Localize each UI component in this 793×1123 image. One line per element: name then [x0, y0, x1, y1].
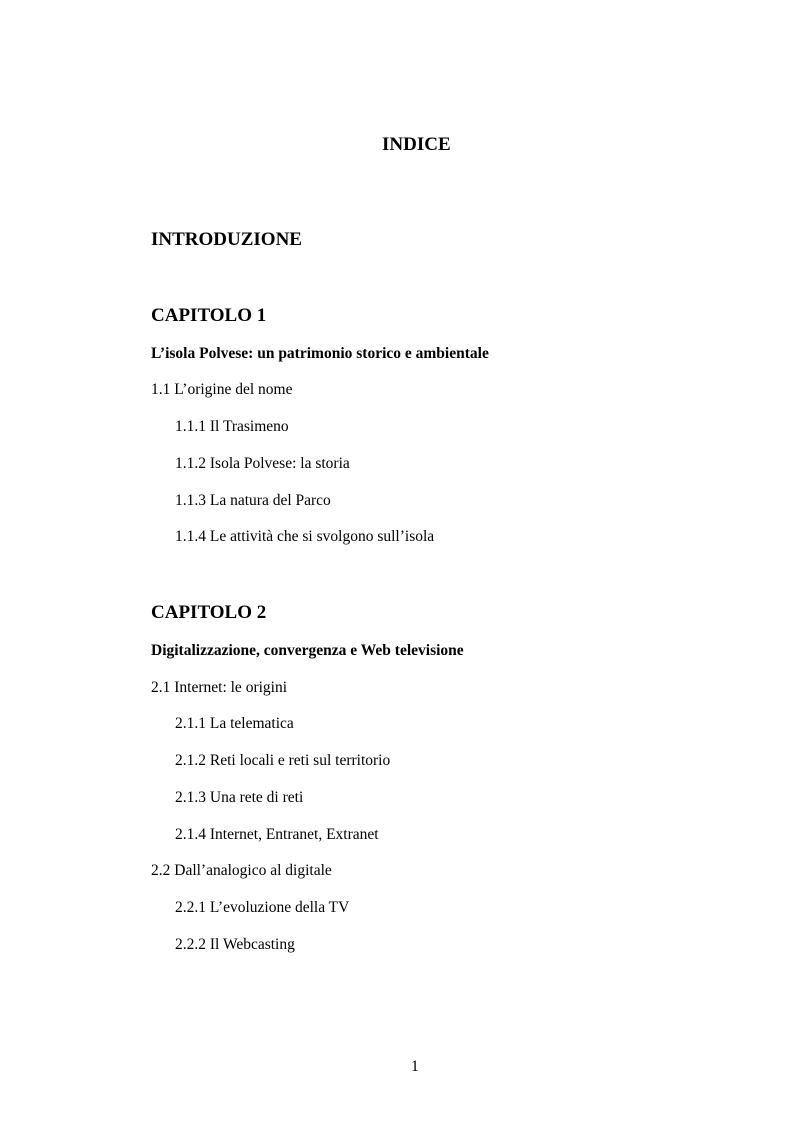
toc-entry-1-1: 1.1 L’origine del nome — [151, 381, 293, 398]
toc-entry-2-2-2: 2.2.2 Il Webcasting — [175, 936, 295, 953]
index-title: INDICE — [382, 134, 451, 155]
chapter-1-heading: CAPITOLO 1 — [151, 305, 267, 326]
toc-entry-2-2: 2.2 Dall’analogico al digitale — [151, 862, 332, 879]
toc-entry-2-1-1: 2.1.1 La telematica — [175, 715, 294, 732]
toc-entry-2-1-4: 2.1.4 Internet, Entranet, Extranet — [175, 826, 379, 843]
chapter-2-subtitle: Digitalizzazione, convergenza e Web televisione — [151, 642, 464, 659]
introduction-heading: INTRODUZIONE — [151, 229, 302, 250]
toc-entry-1-1-4: 1.1.4 Le attività che si svolgono sull’isola — [175, 528, 435, 545]
toc-entry-1-1-1: 1.1.1 Il Trasimeno — [175, 418, 289, 435]
toc-entry-1-1-2: 1.1.2 Isola Polvese: la storia — [175, 455, 350, 472]
page-number: 1 — [411, 1058, 419, 1075]
chapter-1-subtitle: L’isola Polvese: un patrimonio storico e ambientale — [151, 345, 489, 362]
chapter-2-heading: CAPITOLO 2 — [151, 602, 267, 623]
toc-entry-2-1-2: 2.1.2 Reti locali e reti sul territorio — [175, 752, 391, 769]
toc-entry-2-2-1: 2.2.1 L’evoluzione della TV — [175, 899, 350, 916]
toc-entry-2-1-3: 2.1.3 Una rete di reti — [175, 789, 304, 806]
toc-entry-2-1: 2.1 Internet: le origini — [151, 679, 288, 696]
toc-entry-1-1-3: 1.1.3 La natura del Parco — [175, 492, 331, 509]
